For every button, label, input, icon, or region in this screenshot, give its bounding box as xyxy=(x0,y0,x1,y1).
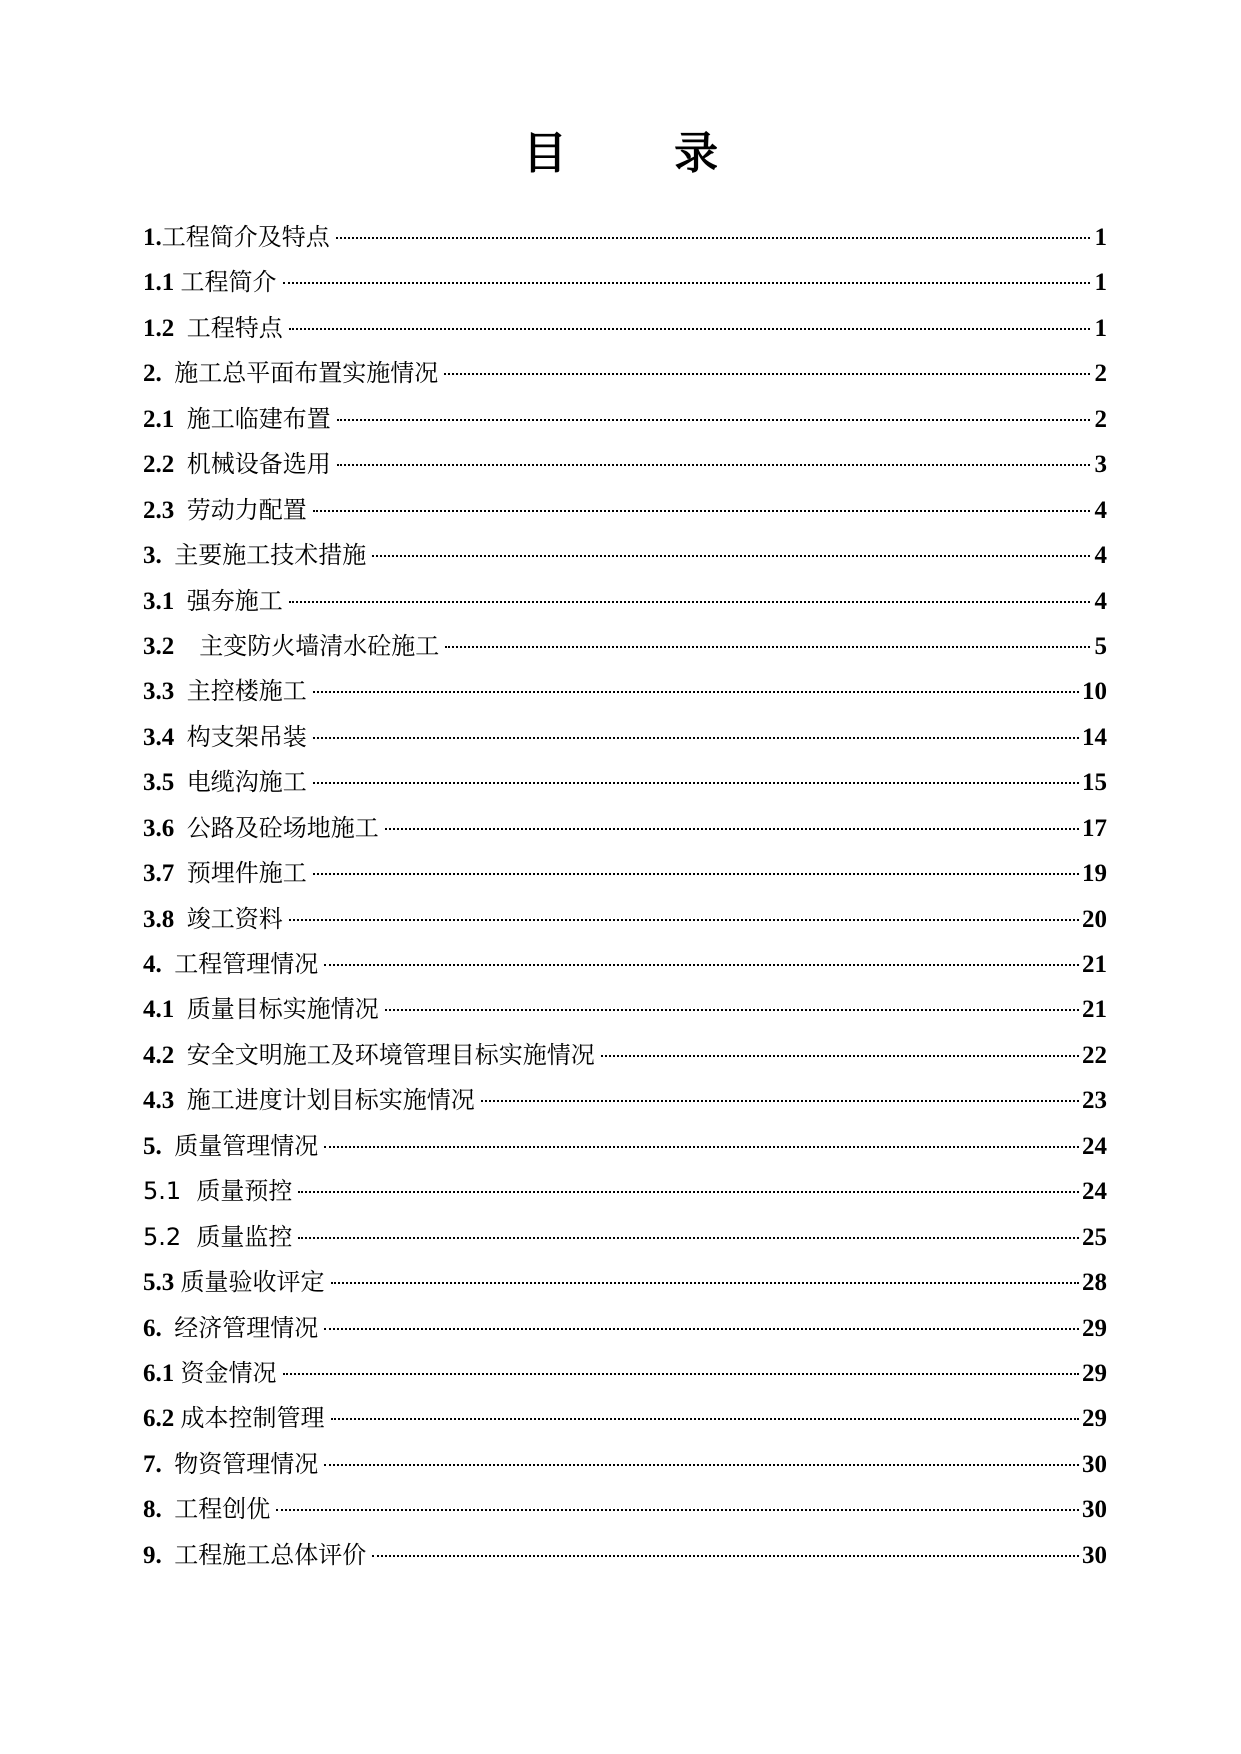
toc-dot-leader xyxy=(372,555,1090,557)
toc-entry-number: 4.2 xyxy=(143,1041,187,1069)
toc-entry-title: 机械设备选用 xyxy=(186,450,331,479)
toc-entry-title: 施工临建布置 xyxy=(186,404,331,433)
toc-dot-leader xyxy=(337,419,1090,421)
table-of-contents xyxy=(143,219,1107,1582)
toc-entry-number: 2.2 xyxy=(143,451,187,479)
toc-page-number: 30 xyxy=(1082,1541,1107,1569)
toc-dot-leader xyxy=(324,964,1079,966)
toc-dot-leader xyxy=(313,691,1079,693)
toc-entry-number: 3.5 xyxy=(143,769,187,797)
toc-entry-title: 施工总平面布置实施情况 xyxy=(174,359,439,388)
toc-page-number: 29 xyxy=(1082,1359,1107,1387)
toc-entry-title: 构支架吊装 xyxy=(186,722,307,751)
toc-page-number: 21 xyxy=(1082,951,1107,978)
toc-dot-leader xyxy=(276,1509,1079,1511)
toc-entry-title: 竣工资料 xyxy=(186,904,283,933)
toc-entry-number: 6. xyxy=(143,1314,175,1342)
toc-entry-number: 1.1 xyxy=(143,269,181,297)
toc-entry-title: 成本控制管理 xyxy=(180,1404,325,1433)
toc-dot-leader xyxy=(298,1191,1079,1193)
toc-entry[interactable] xyxy=(143,810,1107,855)
toc-dot-leader xyxy=(336,237,1090,239)
toc-page-number: 30 xyxy=(1082,1450,1107,1478)
toc-dot-leader xyxy=(372,1555,1079,1557)
toc-entry-title: 工程创优 xyxy=(174,1495,271,1524)
toc-entry-title: 电缆沟施工 xyxy=(186,768,307,797)
toc-page-number: 10 xyxy=(1082,678,1107,706)
toc-entry-number: 6.2 xyxy=(143,1405,181,1433)
toc-dot-leader xyxy=(298,1237,1079,1239)
toc-page-number: 17 xyxy=(1082,814,1107,842)
toc-page-number: 23 xyxy=(1082,1087,1107,1115)
toc-entry-title: 质量管理情况 xyxy=(174,1131,319,1160)
toc-dot-leader xyxy=(385,1009,1079,1011)
toc-entry[interactable] xyxy=(143,628,1107,673)
toc-entry-title: 工程简介及特点 xyxy=(161,223,330,251)
toc-entry-number: 1.2 xyxy=(143,314,187,342)
toc-dot-leader xyxy=(313,737,1079,739)
toc-entry[interactable] xyxy=(143,1173,1107,1218)
toc-dot-leader xyxy=(331,1282,1080,1284)
toc-dot-leader xyxy=(283,282,1091,284)
toc-dot-leader xyxy=(289,601,1090,603)
toc-dot-leader xyxy=(481,1100,1079,1102)
toc-dot-leader xyxy=(283,1373,1080,1375)
toc-entry[interactable] xyxy=(143,219,1107,264)
toc-page-number: 4 xyxy=(1094,496,1107,524)
toc-entry-number: 3.1 xyxy=(143,587,187,615)
toc-entry-title: 质量验收评定 xyxy=(180,1268,325,1297)
toc-entry-title: 安全文明施工及环境管理目标实施情况 xyxy=(186,1040,595,1069)
toc-page-number: 1 xyxy=(1094,269,1107,297)
toc-entry-number: 8. xyxy=(143,1496,175,1524)
toc-page-number: 28 xyxy=(1082,1269,1107,1297)
toc-entry-number: 9. xyxy=(143,1541,175,1569)
toc-entry-number: 7. xyxy=(143,1450,175,1478)
toc-dot-leader xyxy=(445,646,1090,648)
toc-entry-title: 工程简介 xyxy=(180,268,277,297)
toc-entry-title: 强夯施工 xyxy=(186,586,283,615)
toc-entry-number: 4. xyxy=(143,951,175,978)
toc-entry-number: 5.3 xyxy=(143,1269,181,1297)
toc-entry[interactable] xyxy=(143,1310,1107,1355)
toc-entry-number: 2.1 xyxy=(143,405,187,433)
toc-entry[interactable] xyxy=(143,1355,1107,1400)
toc-page-number: 22 xyxy=(1082,1041,1107,1069)
toc-entry-title: 5.1 质量预控 xyxy=(143,1177,293,1206)
toc-entry[interactable] xyxy=(143,264,1107,309)
toc-entry[interactable] xyxy=(143,901,1107,946)
toc-entry[interactable] xyxy=(143,310,1107,355)
toc-dot-leader xyxy=(385,828,1079,830)
toc-entry[interactable] xyxy=(143,1082,1107,1127)
toc-entry[interactable] xyxy=(143,355,1107,400)
toc-page-number: 4 xyxy=(1094,542,1107,570)
toc-dot-leader xyxy=(324,1328,1079,1330)
toc-page-number: 24 xyxy=(1082,1178,1107,1206)
toc-entry-title: 预埋件施工 xyxy=(186,859,307,888)
toc-entry[interactable] xyxy=(143,492,1107,537)
toc-page-number: 24 xyxy=(1082,1132,1107,1160)
toc-entry-number: 1. xyxy=(143,224,162,251)
toc-entry[interactable] xyxy=(143,1037,1107,1082)
toc-entry[interactable] xyxy=(143,719,1107,764)
toc-entry-number: 3.6 xyxy=(143,814,187,842)
toc-entry-number: 2. xyxy=(143,360,175,388)
toc-page-number: 3 xyxy=(1094,451,1107,479)
toc-entry-title: 工程特点 xyxy=(186,313,283,342)
toc-entry-number: 6.1 xyxy=(143,1359,181,1387)
toc-entry-title: 资金情况 xyxy=(180,1358,277,1387)
toc-entry-title: 主控楼施工 xyxy=(186,677,307,706)
toc-dot-leader xyxy=(324,1464,1079,1466)
toc-entry[interactable] xyxy=(143,855,1107,900)
toc-entry-number: 3.7 xyxy=(143,860,187,888)
toc-dot-leader xyxy=(313,510,1090,512)
toc-dot-leader xyxy=(331,1418,1080,1420)
toc-entry-number: 3.3 xyxy=(143,678,187,706)
toc-entry[interactable] xyxy=(143,401,1107,446)
toc-entry[interactable] xyxy=(143,1219,1107,1264)
toc-page-number: 25 xyxy=(1082,1223,1107,1251)
toc-entry[interactable] xyxy=(143,1446,1107,1491)
toc-dot-leader xyxy=(324,1146,1079,1148)
toc-page-number: 21 xyxy=(1082,996,1107,1024)
toc-entry[interactable] xyxy=(143,537,1107,582)
toc-entry[interactable] xyxy=(143,991,1107,1036)
toc-page-number: 1 xyxy=(1094,224,1107,251)
toc-entry-title: 公路及砼场地施工 xyxy=(186,813,379,842)
toc-dot-leader xyxy=(444,373,1090,375)
toc-entry-number: 3.8 xyxy=(143,905,187,933)
toc-entry-title: 物资管理情况 xyxy=(174,1449,319,1478)
toc-page-number: 29 xyxy=(1082,1314,1107,1342)
toc-entry[interactable] xyxy=(143,1537,1107,1582)
toc-page-number: 1 xyxy=(1094,314,1107,342)
toc-entry[interactable] xyxy=(143,1128,1107,1173)
toc-page-number: 29 xyxy=(1082,1405,1107,1433)
toc-entry-number: 3.2 xyxy=(143,632,200,660)
toc-entry-number: 5. xyxy=(143,1132,175,1160)
toc-entry[interactable] xyxy=(143,673,1107,718)
toc-dot-leader xyxy=(313,782,1079,784)
toc-page-number: 2 xyxy=(1094,360,1107,388)
toc-entry-title: 主变防火墙清水砼施工 xyxy=(199,631,440,660)
toc-entry-title: 施工进度计划目标实施情况 xyxy=(186,1086,475,1115)
toc-entry-title: 劳动力配置 xyxy=(186,495,307,524)
toc-entry-title: 工程管理情况 xyxy=(174,950,319,978)
toc-dot-leader xyxy=(289,919,1079,921)
toc-page-number: 19 xyxy=(1082,860,1107,888)
toc-dot-leader xyxy=(601,1055,1079,1057)
toc-dot-leader xyxy=(313,873,1079,875)
toc-page-number: 14 xyxy=(1082,723,1107,751)
toc-entry[interactable] xyxy=(143,1264,1107,1309)
toc-entry-number: 4.3 xyxy=(143,1087,187,1115)
toc-entry[interactable] xyxy=(143,446,1107,491)
toc-entry-number: 3. xyxy=(143,542,175,570)
toc-dot-leader xyxy=(289,328,1090,330)
toc-entry[interactable] xyxy=(143,764,1107,809)
toc-page-number: 4 xyxy=(1094,587,1107,615)
toc-entry[interactable] xyxy=(143,946,1107,991)
toc-entry[interactable] xyxy=(143,1400,1107,1445)
toc-entry-title: 经济管理情况 xyxy=(174,1313,319,1342)
toc-entry-title: 主要施工技术措施 xyxy=(174,541,367,570)
toc-entry-title: 质量目标实施情况 xyxy=(186,995,379,1024)
toc-page-number: 30 xyxy=(1082,1496,1107,1524)
toc-entry-title: 5.2 质量监控 xyxy=(143,1222,293,1251)
toc-dot-leader xyxy=(337,464,1090,466)
toc-entry[interactable] xyxy=(143,1491,1107,1536)
toc-page-number: 15 xyxy=(1082,769,1107,797)
toc-entry-title: 工程施工总体评价 xyxy=(174,1540,367,1569)
toc-entry[interactable] xyxy=(143,583,1107,628)
toc-entry-number: 3.4 xyxy=(143,723,187,751)
toc-page-number: 5 xyxy=(1094,632,1107,660)
toc-entry-number: 2.3 xyxy=(143,496,187,524)
toc-page-number: 2 xyxy=(1094,405,1107,433)
toc-page-number: 20 xyxy=(1082,905,1107,933)
toc-entry-number: 4.1 xyxy=(143,996,187,1024)
page-title: 目 录 xyxy=(522,128,765,179)
